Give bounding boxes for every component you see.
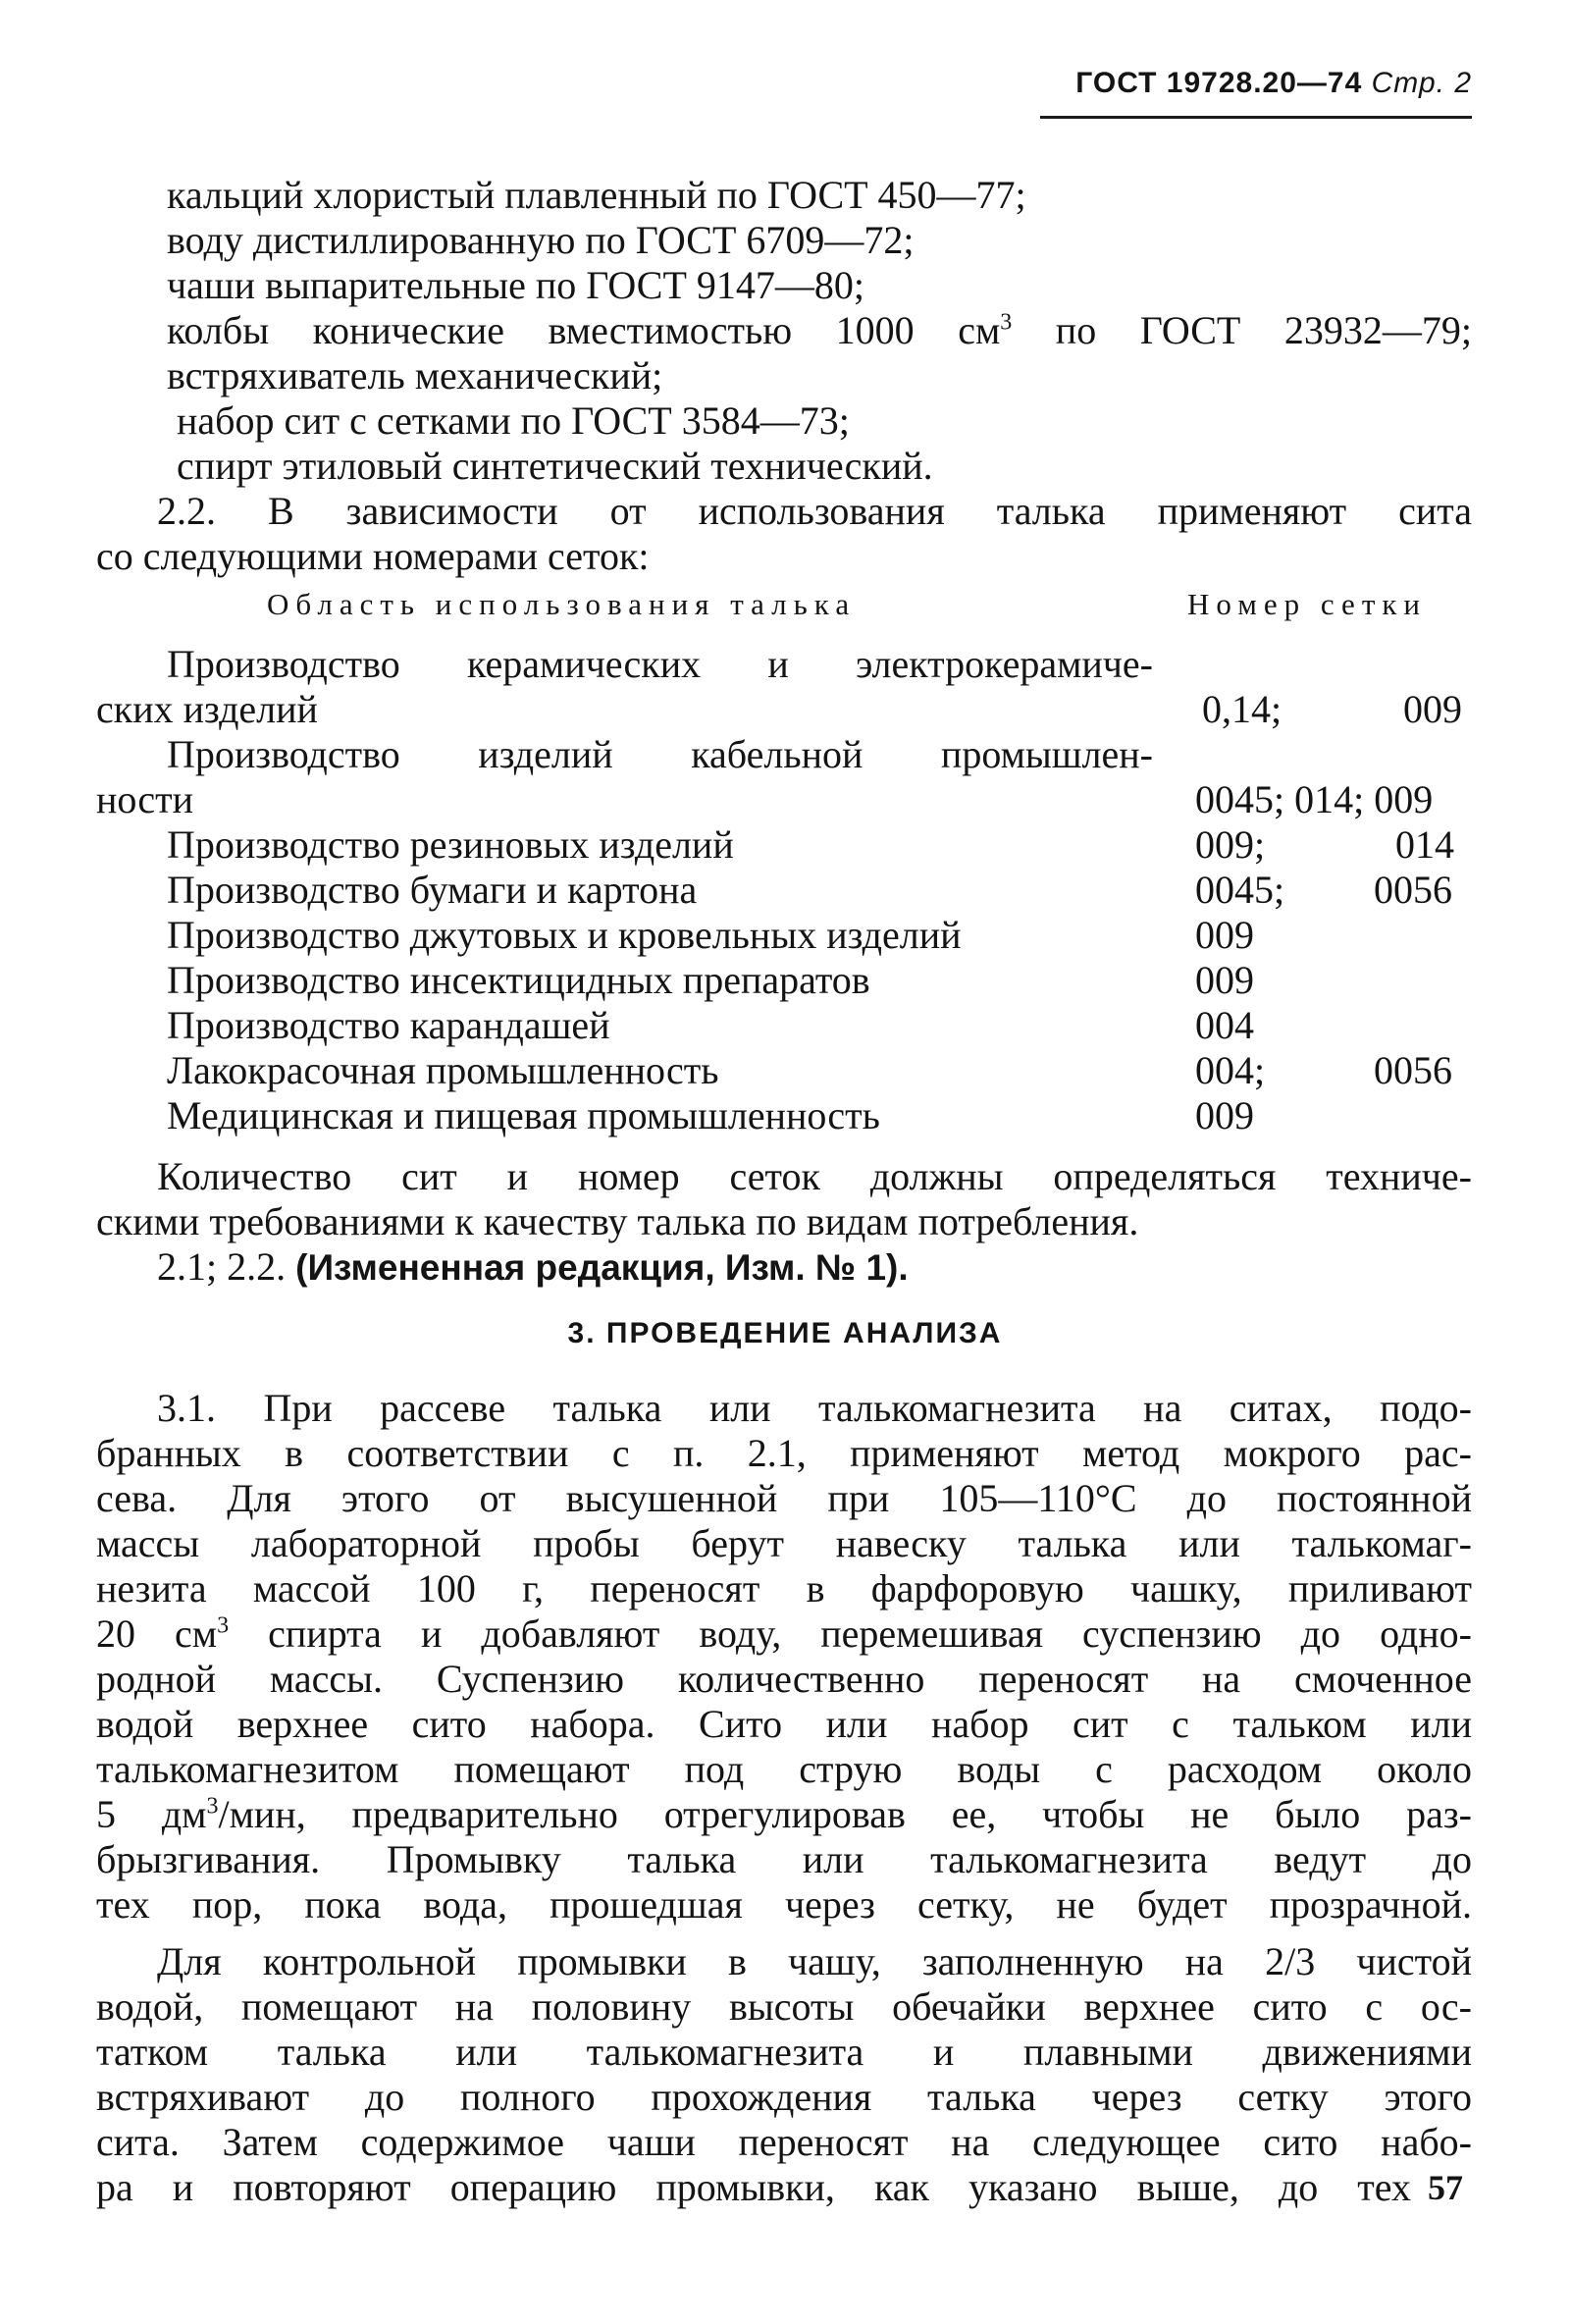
text-line: Количество сит и номер сеток должны определяться техниче- (157, 1154, 1472, 1198)
text-line: скими требованиями к качеству талька по видам потребления. (96, 1199, 1139, 1243)
table-row-mesh: 004 (1195, 1003, 1254, 1047)
table-row-mesh: 0056 (1374, 1048, 1452, 1092)
text-line: спирт этиловый синтетический технический. (177, 444, 933, 488)
text-line: 5 $дм^3$/мин, предварительно отрегулировав ее, чтобы не было раз- (96, 1792, 1472, 1836)
table-row-mesh: 009 (1195, 1093, 1254, 1137)
table-row-mesh: 0045; 014; 009 (1195, 777, 1434, 821)
clause-2-2-line: со следующими номерами сеток: (96, 534, 650, 578)
table-row-label: Медицинская и пищевая промышленность (167, 1093, 880, 1137)
text-line: набор сит с сетками по ГОСТ 3584—73; (177, 398, 850, 443)
table-row-label: Производство карандашей (167, 1003, 610, 1047)
text-line: сева. Для этого от высушенной при 105—110°С до постоянной (96, 1476, 1472, 1520)
section-title: 3. ПРОВЕДЕНИЕ АНАЛИЗА (567, 1317, 1003, 1349)
text-line: чаши выпарительные по ГОСТ 9147—80; (167, 263, 865, 307)
text-line: кальций хлористый плавленный по ГОСТ 450—77; (167, 173, 1026, 217)
amendment-note: 2.1; 2.2. (Измененная редакция, Изм. № 1). (157, 1244, 909, 1289)
text-line: колбы конические вместимостью 1000 $см^3$ по ГОСТ 23932—79; (167, 308, 1472, 352)
page-label: Стр. 2 (1371, 67, 1472, 99)
table-row-label: Производство инсектицидных препаратов (167, 958, 870, 1002)
text-line: ра и повторяют операцию промывки, как указано выше, до тех (96, 2165, 1411, 2209)
table-row-label: Производство керамических и электрокерамиче- (167, 642, 1153, 686)
table-row-label: Производство джутовых и кровельных изделий (167, 913, 962, 957)
table-row-label: Лакокрасочная промышленность (167, 1048, 719, 1092)
text-line: встряхиватель механический; (167, 353, 663, 397)
text-line: незита массой 100 г, переносят в фарфоровую чашку, приливают (96, 1566, 1472, 1611)
table-row-mesh: 009 (1195, 958, 1254, 1002)
page-number: 57 (1428, 2168, 1463, 2207)
table-row-mesh: 009 (1195, 913, 1254, 957)
text-line: родной массы. Суспензию количественно переносят на смоченное (96, 1657, 1472, 1701)
text-line: водой верхнее сито набора. Сито или набор сит с тальком или (96, 1702, 1472, 1746)
header-rule (1040, 116, 1472, 119)
table-row-label: Производство бумаги и картона (167, 868, 698, 912)
table-row-mesh: 009; (1195, 822, 1266, 867)
table-row-mesh: 014 (1395, 822, 1454, 867)
table-col-usage-header: Область использования талька (267, 587, 857, 621)
table-row-mesh: 0,14; (1202, 687, 1282, 731)
clause-2-2-line: 2.2. В зависимости от использования талька применяют сита (157, 489, 1472, 533)
text-line: 3.1. При рассеве талька или талькомагнезита на ситах, подо- (157, 1386, 1472, 1430)
text-line: 20 $см^3$ спирта и добавляют воду, перемешивая суспензию до одно- (96, 1611, 1472, 1656)
table-row-label: Производство резиновых изделий (167, 822, 734, 867)
text-line: Для контрольной промывки в чашу, заполненную на 2/3 чистой (157, 1939, 1472, 1983)
text-line: водой, помещают на половину высоты обечайки верхнее сито с ос- (96, 1984, 1472, 2029)
text-line: встряхивают до полного прохождения талька через сетку этого (96, 2075, 1472, 2119)
table-col-mesh-header: Номер сетки (1187, 587, 1428, 621)
gost-number: ГОСТ 19728.20—74 (1075, 67, 1363, 99)
text-line: брызгивания. Промывку талька или талькомагнезита ведут до (96, 1837, 1472, 1881)
text-line: сита. Затем содержимое чаши переносят на следующее сито набо- (96, 2120, 1472, 2164)
table-row-mesh: 009 (1403, 687, 1462, 731)
table-row-mesh: 0056 (1374, 868, 1452, 912)
table-row-label: ских изделий (96, 687, 318, 731)
table-row-label: ности (96, 777, 194, 821)
table-row-label: Производство изделий кабельной промышлен- (167, 732, 1153, 776)
table-row-mesh: 0045; (1195, 868, 1285, 912)
text-line: бранных в соответствии с п. 2.1, применяют метод мокрого рас- (96, 1431, 1472, 1475)
text-line: тех пор, пока вода, прошедшая через сетку, не будет прозрачной. (96, 1882, 1472, 1927)
text-line: воду дистиллированную по ГОСТ 6709—72; (167, 218, 915, 262)
table-row-mesh: 004; (1195, 1048, 1266, 1092)
page-header (1040, 67, 1472, 100)
text-line: массы лабораторной пробы берут навеску талька или талькомаг- (96, 1521, 1472, 1565)
text-line: талькомагнезитом помещают под струю воды с расходом около (96, 1747, 1472, 1791)
text-line: татком талька или талькомагнезита и плавными движениями (96, 2030, 1472, 2074)
